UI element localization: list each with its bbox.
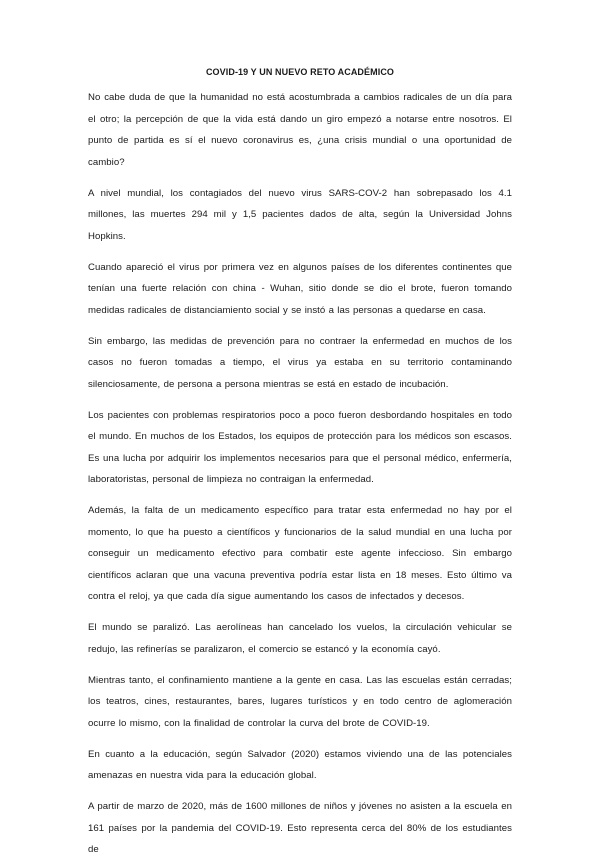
paragraph-7: El mundo se paralizó. Las aerolíneas han cancelado los vuelos, la circulación vehicular se redujo, las refinerías se paralizaron, el comercio se estancó y la economía cayó. [88,622,512,655]
document-title: COVID-19 Y UN NUEVO RETO ACADÉMICO [205,67,395,77]
paragraph-6: Además, la falta de un medicamento específico para tratar esta enfermedad no hay por el momento, lo que ha puesto a científicos y funcionarios de la salud mundial en una lucha por conseguir un medicamento efectivo para combatir este agente infeccioso. Sin embargo científicos aclaran que una vacuna preventiva podría estar lista en 18 meses. Esto último va contra el reloj, ya que cada día sigue aumentando los casos de infectados y decesos. [88,505,512,602]
paragraph-2: A nivel mundial, los contagiados del nuevo virus SARS-COV-2 han sobrepasado los 4.1 millones, las muertes 294 mil y 1,5 pacientes dados de alta, según la Universidad Johns Hopkins. [88,187,512,242]
paragraph-5: Los pacientes con problemas respiratorios poco a poco fueron desbordando hospitales en todo el mundo. En muchos de los Estados, los equipos de protección para los médicos son escasos. Es una lucha por adquirir los implementos necesarios para que el personal médico, enfermería, laboratoristas, personal de limpieza no contraigan la enfermedad. [88,409,512,485]
paragraph-10: A partir de marzo de 2020, más de 1600 millones de niños y jóvenes no asisten a la escuela en 161 países por la pandemia del COVID-19. Esto representa cerca del 80% de los estudiantes de [88,801,512,855]
paragraph-1: No cabe duda de que la humanidad no está acostumbrada a cambios radicales de un día para el otro; la percepción de que la vida está dando un giro empezó a notarse entre nosotros. El punto de partida es sí el nuevo coronavirus es, ¿una crisis mundial o una oportunidad de cambio? [88,92,512,168]
paragraph-9: En cuanto a la educación, según Salvador (2020) estamos viviendo una de las potenciales amenazas en nuestra vida para la educación global. [88,748,512,781]
paragraph-4: Sin embargo, las medidas de prevención para no contraer la enfermedad en muchos de los casos no fueron tomadas a tiempo, el virus ya estaba en su territorio contaminando silenciosamente, de persona a persona mientras se está en estado de incubación. [88,335,512,390]
paragraph-3: Cuando apareció el virus por primera vez en algunos países de los diferentes continentes que tenían una fuerte relación con china - Wuhan, sitio donde se dio el brote, fueron tomando medidas radicales de distanciamiento social y se instó a las personas a quedarse en casa. [88,261,512,316]
paragraph-8: Mientras tanto, el confinamiento mantiene a la gente en casa. Las las escuelas están cerradas; los teatros, cines, restaurantes, bares, lugares turísticos y en todo centro de aglomeración ocurre lo mismo, con la finalidad de controlar la curva del brote de COVID-19. [88,674,512,729]
